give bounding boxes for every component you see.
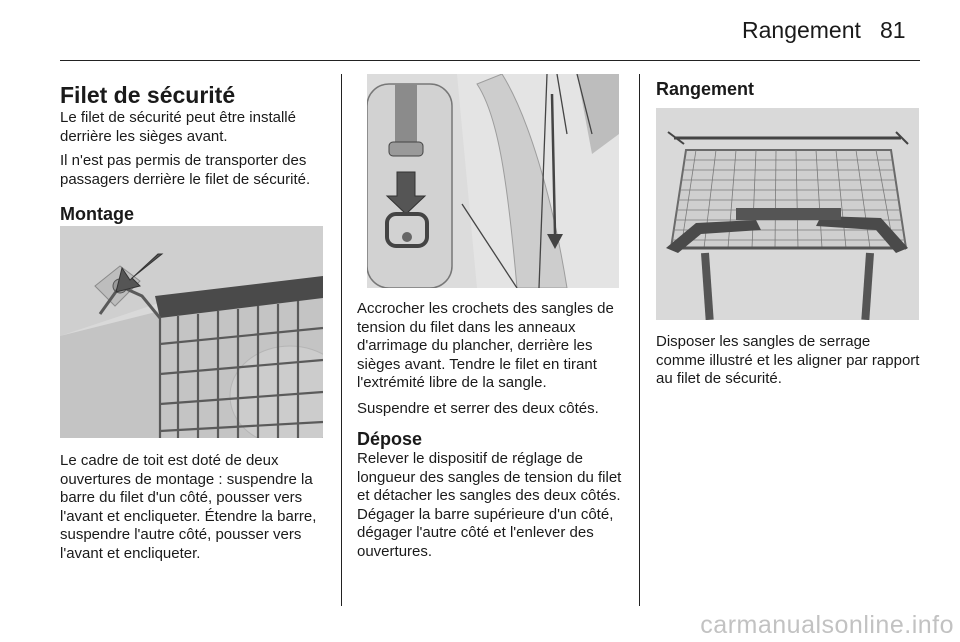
depose-paragraph: Relever le dispositif de réglage de longueur des sangles de tension du filet et détacher les sangles des deux côtés. Dégager la barre supérieure d'un côté, dégager l'autre côté et l'enlever des ouvertures. (357, 450, 622, 560)
warning-paragraph: Il n'est pas permis de transporter des passagers derrière le filet de sécurité. (60, 152, 311, 188)
column-divider-right (639, 74, 640, 606)
figure-storage (656, 108, 919, 320)
column-divider-left (341, 74, 342, 606)
montage-heading: Montage (60, 204, 134, 224)
column-2 (357, 300, 627, 561)
rangement-paragraph: Disposer les sangles de serrage comme illustré et les aligner par rapport au filet de sécurité. (656, 333, 920, 387)
column-3 (656, 78, 920, 100)
header-rule (60, 60, 920, 61)
strap-hook-illustration (367, 74, 619, 288)
watermark: carmanualsonline.info (700, 611, 954, 639)
column-1-bottom (60, 452, 326, 563)
intro-paragraph: Le filet de sécurité peut être installé derrière les sièges avant. (60, 109, 296, 145)
page-header (0, 0, 960, 60)
figure-strap-hook (367, 74, 619, 288)
page-number: 81 (880, 17, 906, 43)
depose-heading: Dépose (357, 429, 423, 449)
rangement-heading: Rangement (656, 79, 755, 99)
montage-paragraph: Le cadre de toit est doté de deux ouvertures de montage : suspendre la barre du filet d'un côté, pousser vers l'avant et encliqueter. Étendre la barre, suspendre l'autre côté, pousser vers l'avant et encliqueter. (60, 452, 317, 562)
roof-mount-illustration (60, 226, 323, 438)
section-title: Rangement (742, 17, 861, 43)
storage-illustration (656, 108, 919, 320)
column-3-bottom (656, 333, 920, 389)
column-1 (60, 82, 326, 225)
main-heading: Filet de sécurité (60, 82, 236, 108)
figure-roof-mount (60, 226, 323, 438)
hook-paragraph: Accrocher les crochets des sangles de tension du filet dans les anneaux d'arrimage du plancher, derrière les sièges avant. Tendre le filet en tirant l'extrémité libre de la sangle. (357, 300, 614, 391)
tighten-paragraph: Suspendre et serrer des deux côtés. (357, 399, 599, 417)
